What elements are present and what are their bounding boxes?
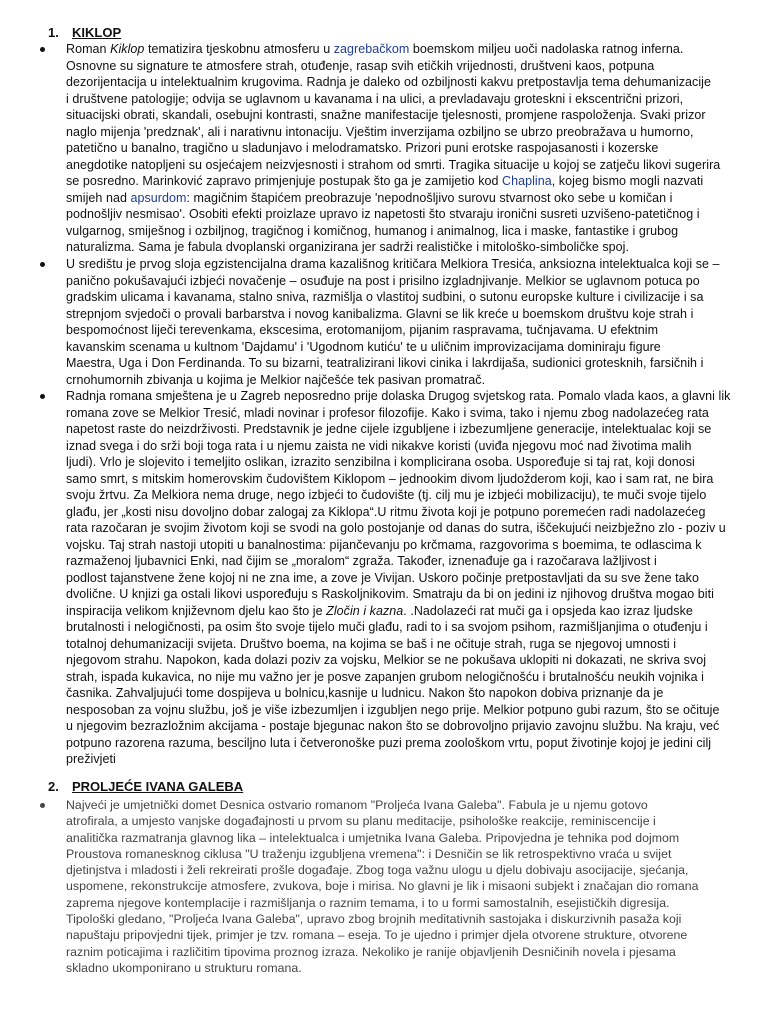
text-line: anegdotike natopljeni su osjećajem neizvjesnosti i strahom od smrti. Tragika situacije u kojoj se zatječu likovi sugerira [66,157,721,172]
bullet-icon [40,803,45,808]
text-line: gradskim ulicama i kavanama, stalno sniva, razmišlja o vlastitoj sudbini, o sutonu europske kulture i civilizacije i sa [66,290,704,304]
text-line: Najveći je umjetnički domet Desnica ostvario romanom "Proljeća Ivana Galeba". Fabula je u njemu gotovo [66,798,648,812]
text-line: Tipološki gledano, "Proljeća Ivana Galeba", upravo zbog brojnih meditativnih sastojaka i diskurzivnih pasaža koji [66,912,682,927]
text-line: naturalizma. Sama je fabula dvoplanski organizirana jer sadrži realističke i mitološko-simboličke spoj. [66,240,630,254]
italic-title: Kiklop [110,42,145,56]
text-line: rata razočaran je svojim životom koji se svodi na golo postojanje od danas do sutra, iščekujući neizbježno zlo - poziv u [66,521,726,535]
text-line: uspomene, rekonstrukcije atmosfere, zvukova, boje i mirisa. No glavni je lik i misaoni subjekt i značajan dio romana [66,879,699,894]
text-line: crnohumornih zbivanja u kojima je Melkior najčešće tek pasivan promatrač. [66,372,486,387]
bullet-icon [40,394,45,399]
text-line: atrofirala, a umjesto vanjske događajnosti u prvom su planu meditacije, psihološke reakcije, reminiscencije i [66,814,656,829]
text-line: Osnovne su signature te atmosfere strah, otuđenje, rasap svih etičkih vrijednosti, društveni kaos, potpuna [66,58,655,73]
text-line: romana zove se Melkior Tresić, mladi novinar i profesor filozofije. Kako i svima, tako i njemu zbog nadolazećeg rata [66,405,709,420]
text-line: totalnoj dehumanizaciji svijeta. Društvo boema, na kojima se baš i ne očituje strah, ruga se njegovoj umnosti i [66,636,677,651]
text-line: vulgarnog, smiješnog i ozbiljnog, tragičnog i komičnog, humanog i animalnog, lica i maske, fantastike i grubog [66,223,679,238]
text-link[interactable]: zagrebačkom [333,42,410,56]
text-line: zaprema njegove kontemplacije i razmišljanja o raznim temama, i to u formi samostalnih, esejističkih digresija. [66,895,670,910]
text-line: situacijski obrati, skandali, osebujni kontrasti, snažne manifestacije tjelesnosti, promjene raspoloženja. Svaki prizor [66,108,706,122]
text-line: strah, ispada kukavica, no nije mu važno jer je posve zapanjen grubom nelogičnošću i brutalnošću neukih vojnika i [66,669,704,684]
text-line: analitička razmatranja glavnog lika – intelektualca i umjetnika Ivana Galeba. Pripovjedna je tehnika pod dojmom [66,830,680,845]
text-run: se posredno. Marinković zapravo primjenjuje postupak što ga je zamijetio kod [66,174,503,188]
text-line: glađu, jer „kosti nisu dovoljno dobar zalogaj za Kiklopa“.U ritmu života koji je potpuno poremećen radi nadolazećeg [66,504,706,519]
section-title: PROLJEĆE IVANA GALEBA [72,779,244,794]
text-run: , kojeg bismo mogli nazvati [551,174,704,188]
text-line: njegovom strahu. Napokon, kada dolazi poziv za vojsku, Melkior se ne pokušava uklopiti ni dokazati, ne skriva svoj [66,653,707,667]
text-line: podlost tajanstvene žene kojoj ni ne zna ime, a zove je Vivijan. Uskoro počinje pretpostavljati da su sve žene tako [66,570,699,585]
text-line: Proustova romanesknog ciklusa "U traženju izgubljena vremena": i Desničin se lik retrospektivno vraća u svijet [66,846,672,861]
text-line: napuštaju pripovjedni tijek, primjer je tzv. romana – eseja. To je ujedno i primjer djela otvorene strukture, otvorene [66,928,688,943]
paragraph-text [66,797,746,976]
text-line: raznim poticajima i različitim tipovima proznog izraza. Nekoliko je ranije objavljenih Desničinih novela i pjesama [66,944,676,959]
text-line: kavanskim scenama u kultnom 'Dajdamu' i 'Ugodnom kutiću' te u uličnim improvizacijama dominiraju figure [66,339,661,354]
text-line [66,603,746,620]
text-line: ljudi). Vrlo je slojevito i temeljito oslikan, izrazito senzibilna i komplicirana osoba. Uspoređuje si taj rat, koji donosi [66,455,695,469]
text-line: panično pokušavajući izbjeći novačenje – osuđuje na post i prisilno izgladnjivanje. Melkior se uglavnom potuca po [66,273,700,288]
bullet-paragraph [32,41,752,256]
text-run: : magičnim štapićem preobrazuje 'nepodnošljivo surovu stvarnost oko sebe u komičan i [186,190,673,205]
text-line: napetost raste do neizdrživosti. Predstavnik je jedne cijele izgubljene i izbezumljene generacije, intelektualac koji se [66,422,712,436]
text-line: skladno ukomponirano u strukturu romana. [66,960,302,975]
text-run: Roman [66,42,111,56]
text-line: podnošljiv nesmisao'. Osobiti efekti proizlaze upravo iz napetosti što stvaraju ironični susreti uzvišeno-patetičnog i [66,207,700,221]
text-line: i društvene patologije; odvija se uglavnom u kavanama i na ulici, a prevladavaju groteskni i ekscentrični prizori, [66,91,684,106]
text-run: smijeh nad [66,190,131,205]
text-line: časnika. Zahvaljujući tome dospijeva u bolnicu,kasnije u ludnicu. Nakon što napokon dobiva priznanje da je [66,686,664,700]
paragraph-text [66,41,746,256]
italic-title: Zločin i kazna [326,603,404,618]
bullet-icon [40,262,45,267]
bullet-paragraph [32,797,752,976]
section-heading-proljece [48,779,243,795]
paragraph-text [66,256,746,388]
bullet-paragraph [32,388,752,768]
text-line: dvolične. U knjizi ga ostali likovi uspoređuju s Raskoljnikovim. Smatraju da bi on jedini iz njihovog društva mogao biti [66,587,714,601]
text-link[interactable]: Chaplina [502,174,552,188]
bullet-icon [40,47,45,52]
text-line: svoju žrtvu. Za Melkiora nema druge, nego izbjeći to čudovište (tj. cilj mu je izbjeći mobilizaciju), te muči svoje tijelo [66,488,707,502]
text-run: boemskom miljeu uoči nadolaska ratnog inferna. [409,42,684,56]
text-line [66,190,746,207]
section-number: 2. [48,779,59,794]
text-line: strepnjom svjedoči o provali barbarstva i novog kanibalizma. Glavni se lik kreće u boemskom društvu koje strah i [66,306,694,321]
bullet-paragraph [32,256,752,388]
text-line: u njegovim bezrazložnim akcijama - postaje bjegunac nakon što se dobrovoljno prijavio zavojnu službu. Na kraju, već [66,719,720,733]
paragraph-text [66,388,746,768]
text-link[interactable]: apsurdom [130,190,187,205]
section-heading-kiklop [48,25,121,41]
text-line: nesposoban za vojnu službu, još je više izbezumljen i izgubljen nego prije. Melkior potpuno gubi razum, što se očituje [66,702,720,717]
text-run: inspiracija velikom književnom djelu kao što je [66,603,327,618]
text-line: Radnja romana smještena je u Zagreb neposredno prije dolaska Drugog svjetskog rata. Pomalo vlada kaos, a glavni lik [66,389,731,403]
section-number: 1. [48,25,59,40]
text-line: Maestra, Uga i Don Ferdinanda. To su bizarni, teatralizirani likovi cinika i lakrdijaša, sudionici grotesknih, farsičnih i [66,356,704,370]
text-line: naglo mijenja 'predznak', ali i narativnu intonaciju. Vještim inverzijama ozbiljno se ubrzo preobražava u humorno, [66,124,694,139]
text-line: vojsku. Taj strah nastoji utopiti u banalnostima: pijančevanju po krčmama, razgovorima s boemima, te odlascima k [66,537,702,552]
text-line [66,41,746,58]
text-line: djetinjstva i mladosti i želi rekreirati prošle događaje. Zbog toga važnu ulogu u djelu dobivaju asocijacije, sjećanja, [66,863,689,878]
text-line: samo smrt, s mitskim homerovskim čudovištem Kiklopom – jednookim divom ljudožderom koji, kao i sam rat, ne bira [66,471,714,486]
text-line: iznad svega i do srži boji toga rata i u njemu zaista ne vidi nikakve koristi (uviđa njegovu moć nad životima malih [66,438,692,453]
text-run: . .Nadolazeći rat muči ga i opsjeda kao izraz ljudske [403,603,693,618]
section-title: KIKLOP [72,25,122,40]
text-line: preživjeti [66,752,116,766]
text-line: razmaženoj ljubavnici Enki, nad čijim se „moralom“ zgraža. Također, iznenađuje ga i razočarava lažljivost i [66,554,657,568]
text-line [66,173,746,190]
text-line: bespomoćnost liječi terevenkama, ekscesima, erotomanijom, pijanim raspravama, tučnjavama. U efektnim [66,323,659,337]
text-line: dezorijentacija u intelektualnim krugovima. Radnja je daleko od ozbiljnosti kakvu pretpostavlja tema dehumanizacije [66,75,711,89]
text-line: patetično u banalno, tragično u sladunjavo i melodramatsko. Prizori puni erotske raspojasanosti i kozerske [66,141,659,155]
text-line: brutalnosti i nelogičnosti, pa osim što svoje tijelo muči glađu, radi to i sa svojom psihom, razmišljanjima o otuđenju i [66,620,708,634]
text-line: U središtu je prvog sloja egzistencijalna drama kazališnog kritičara Melkiora Tresića, anksiozna intelektualca koji se – [66,257,720,271]
text-run: tematizira tjeskobnu atmosferu u [144,42,334,56]
text-line: potpuno razorena razuma, besciljno luta i četveronoške puzi prema zoološkom vrtu, poput životinje kojoj je jedini cilj [66,735,712,750]
